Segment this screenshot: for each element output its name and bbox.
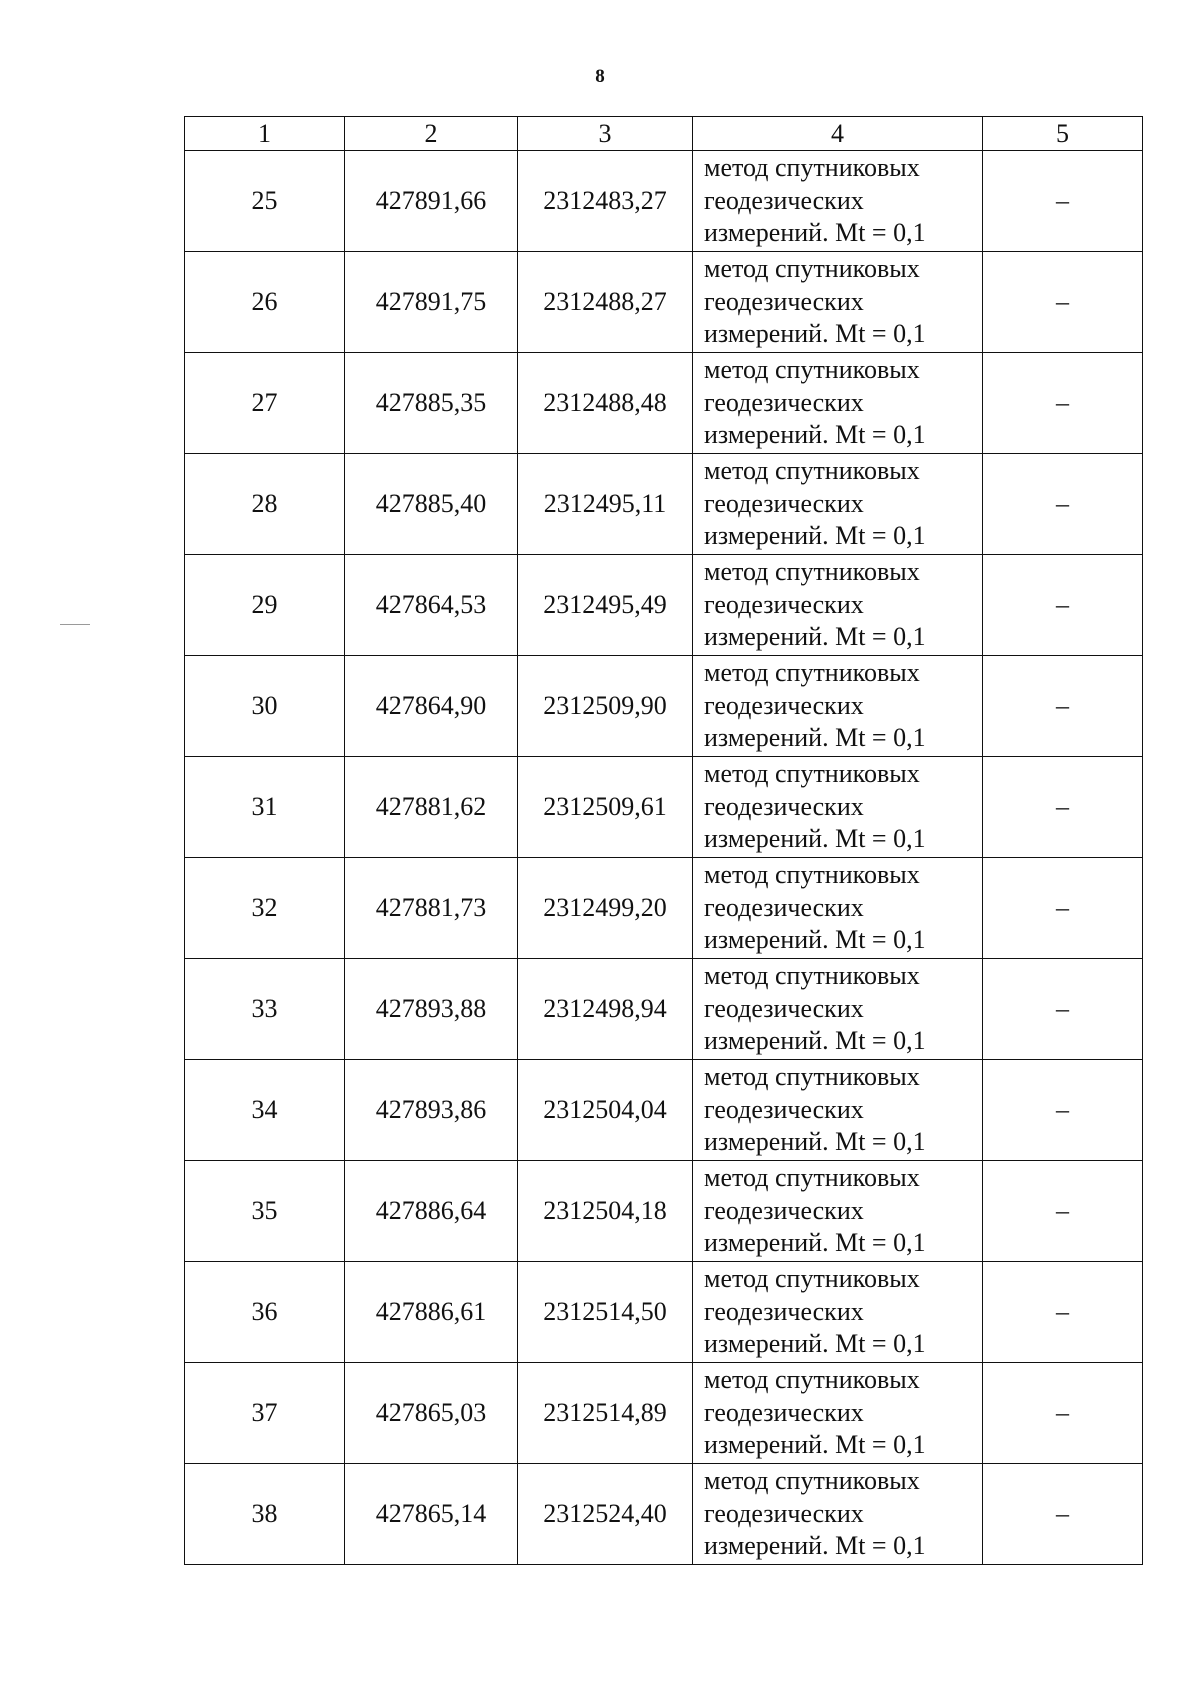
table-row — [185, 656, 1143, 757]
point-number-cell: 25 — [185, 151, 345, 252]
note-cell: – — [983, 151, 1143, 252]
column-header: 4 — [693, 117, 983, 151]
note-cell: – — [983, 454, 1143, 555]
method-text-line: метод спутниковых — [704, 961, 920, 991]
y-coordinate-cell: 2312495,49 — [518, 555, 693, 656]
method-text-line: геодезических — [704, 1498, 864, 1528]
method-cell — [693, 1464, 983, 1565]
table-row — [185, 1161, 1143, 1262]
method-text-line: измерений. Mt = 0,1 — [704, 1127, 926, 1157]
table-row — [185, 353, 1143, 454]
method-cell — [693, 151, 983, 252]
y-coordinate-cell: 2312504,04 — [518, 1060, 693, 1161]
y-coordinate-cell: 2312488,48 — [518, 353, 693, 454]
method-text-line: геодезических — [704, 488, 864, 518]
note-cell: – — [983, 1363, 1143, 1464]
method-text-line: геодезических — [704, 185, 864, 215]
table-row — [185, 1464, 1143, 1565]
method-cell — [693, 555, 983, 656]
method-cell — [693, 454, 983, 555]
note-cell: – — [983, 858, 1143, 959]
method-text-line: геодезических — [704, 1397, 864, 1427]
table-row — [185, 555, 1143, 656]
method-text-line: метод спутниковых — [704, 658, 920, 688]
x-coordinate-cell: 427893,86 — [345, 1060, 518, 1161]
method-text-line: метод спутниковых — [704, 557, 920, 587]
table-row — [185, 757, 1143, 858]
y-coordinate-cell: 2312524,40 — [518, 1464, 693, 1565]
table-row — [185, 1060, 1143, 1161]
method-cell — [693, 1262, 983, 1363]
coordinates-table — [184, 116, 1143, 1565]
table-row — [185, 454, 1143, 555]
x-coordinate-cell: 427865,03 — [345, 1363, 518, 1464]
point-number-cell: 27 — [185, 353, 345, 454]
method-cell — [693, 757, 983, 858]
note-cell: – — [983, 1060, 1143, 1161]
coordinates-table-container — [184, 116, 1143, 1565]
method-text-line: измерений. Mt = 0,1 — [704, 521, 926, 551]
method-text-line: измерений. Mt = 0,1 — [704, 1026, 926, 1056]
note-cell: – — [983, 757, 1143, 858]
note-cell: – — [983, 959, 1143, 1060]
method-text-line: метод спутниковых — [704, 456, 920, 486]
table-row — [185, 858, 1143, 959]
y-coordinate-cell: 2312499,20 — [518, 858, 693, 959]
table-row — [185, 252, 1143, 353]
x-coordinate-cell: 427864,53 — [345, 555, 518, 656]
method-text-line: геодезических — [704, 286, 864, 316]
y-coordinate-cell: 2312483,27 — [518, 151, 693, 252]
method-text-line: измерений. Mt = 0,1 — [704, 723, 926, 753]
method-text-line: измерений. Mt = 0,1 — [704, 420, 926, 450]
point-number-cell: 29 — [185, 555, 345, 656]
x-coordinate-cell: 427886,61 — [345, 1262, 518, 1363]
point-number-cell: 38 — [185, 1464, 345, 1565]
x-coordinate-cell: 427885,40 — [345, 454, 518, 555]
point-number-cell: 37 — [185, 1363, 345, 1464]
method-text-line: метод спутниковых — [704, 153, 920, 183]
note-cell: – — [983, 252, 1143, 353]
scan-mark — [60, 624, 90, 625]
point-number-cell: 33 — [185, 959, 345, 1060]
x-coordinate-cell: 427886,64 — [345, 1161, 518, 1262]
column-header: 1 — [185, 117, 345, 151]
method-cell — [693, 858, 983, 959]
y-coordinate-cell: 2312504,18 — [518, 1161, 693, 1262]
method-text-line: измерений. Mt = 0,1 — [704, 319, 926, 349]
table-body — [185, 151, 1143, 1565]
method-text-line: метод спутниковых — [704, 759, 920, 789]
page-number: 8 — [595, 66, 605, 87]
method-text-line: геодезических — [704, 1094, 864, 1124]
method-text-line: измерений. Mt = 0,1 — [704, 1430, 926, 1460]
method-text-line: измерений. Mt = 0,1 — [704, 925, 926, 955]
method-text-line: метод спутниковых — [704, 860, 920, 890]
point-number-cell: 32 — [185, 858, 345, 959]
column-header: 3 — [518, 117, 693, 151]
y-coordinate-cell: 2312498,94 — [518, 959, 693, 1060]
note-cell: – — [983, 656, 1143, 757]
point-number-cell: 26 — [185, 252, 345, 353]
method-text-line: измерений. Mt = 0,1 — [704, 622, 926, 652]
point-number-cell: 28 — [185, 454, 345, 555]
method-text-line: метод спутниковых — [704, 355, 920, 385]
method-text-line: метод спутниковых — [704, 254, 920, 284]
method-text-line: измерений. Mt = 0,1 — [704, 1329, 926, 1359]
x-coordinate-cell: 427885,35 — [345, 353, 518, 454]
table-row — [185, 151, 1143, 252]
note-cell: – — [983, 353, 1143, 454]
method-text-line: метод спутниковых — [704, 1163, 920, 1193]
method-text-line: геодезических — [704, 1195, 864, 1225]
note-cell: – — [983, 1464, 1143, 1565]
method-text-line: метод спутниковых — [704, 1466, 920, 1496]
method-cell — [693, 1060, 983, 1161]
method-text-line: метод спутниковых — [704, 1365, 920, 1395]
method-text-line: измерений. Mt = 0,1 — [704, 1531, 926, 1561]
method-text-line: геодезических — [704, 387, 864, 417]
point-number-cell: 36 — [185, 1262, 345, 1363]
x-coordinate-cell: 427881,73 — [345, 858, 518, 959]
column-header: 2 — [345, 117, 518, 151]
y-coordinate-cell: 2312509,90 — [518, 656, 693, 757]
method-cell — [693, 353, 983, 454]
table-row — [185, 959, 1143, 1060]
x-coordinate-cell: 427864,90 — [345, 656, 518, 757]
note-cell: – — [983, 555, 1143, 656]
point-number-cell: 35 — [185, 1161, 345, 1262]
method-cell — [693, 656, 983, 757]
x-coordinate-cell: 427865,14 — [345, 1464, 518, 1565]
x-coordinate-cell: 427891,75 — [345, 252, 518, 353]
method-text-line: геодезических — [704, 589, 864, 619]
y-coordinate-cell: 2312488,27 — [518, 252, 693, 353]
method-cell — [693, 1161, 983, 1262]
x-coordinate-cell: 427893,88 — [345, 959, 518, 1060]
method-text-line: измерений. Mt = 0,1 — [704, 824, 926, 854]
method-text-line: измерений. Mt = 0,1 — [704, 218, 926, 248]
point-number-cell: 31 — [185, 757, 345, 858]
method-text-line: геодезических — [704, 993, 864, 1023]
table-row — [185, 1363, 1143, 1464]
method-text-line: геодезических — [704, 690, 864, 720]
note-cell: – — [983, 1262, 1143, 1363]
method-text-line: метод спутниковых — [704, 1264, 920, 1294]
note-cell: – — [983, 1161, 1143, 1262]
method-cell — [693, 252, 983, 353]
y-coordinate-cell: 2312514,50 — [518, 1262, 693, 1363]
x-coordinate-cell: 427881,62 — [345, 757, 518, 858]
method-cell — [693, 959, 983, 1060]
table-row — [185, 1262, 1143, 1363]
y-coordinate-cell: 2312509,61 — [518, 757, 693, 858]
column-header: 5 — [983, 117, 1143, 151]
point-number-cell: 30 — [185, 656, 345, 757]
method-text-line: геодезических — [704, 892, 864, 922]
method-text-line: измерений. Mt = 0,1 — [704, 1228, 926, 1258]
method-text-line: геодезических — [704, 791, 864, 821]
x-coordinate-cell: 427891,66 — [345, 151, 518, 252]
table-header-row — [185, 117, 1143, 151]
y-coordinate-cell: 2312495,11 — [518, 454, 693, 555]
point-number-cell: 34 — [185, 1060, 345, 1161]
method-cell — [693, 1363, 983, 1464]
method-text-line: метод спутниковых — [704, 1062, 920, 1092]
y-coordinate-cell: 2312514,89 — [518, 1363, 693, 1464]
method-text-line: геодезических — [704, 1296, 864, 1326]
